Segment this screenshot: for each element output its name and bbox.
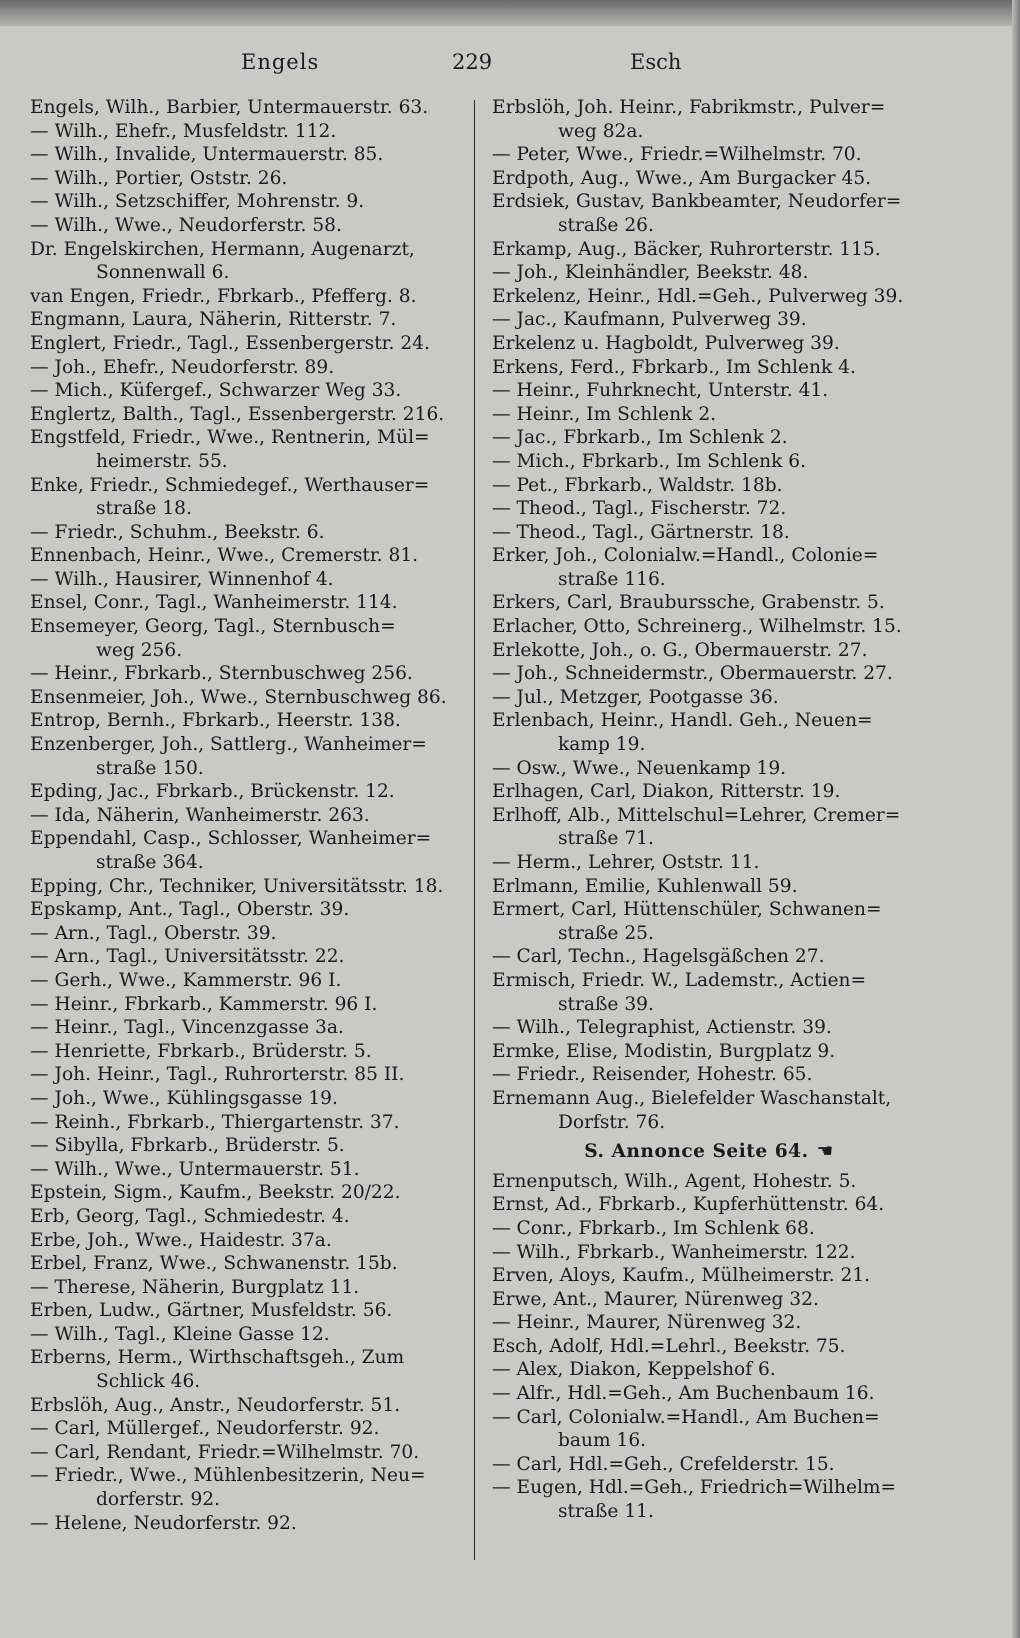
entry-line: — Alfr., Hdl.=Geh., Am Buchenbaum 16. <box>492 1383 875 1405</box>
entry-line: Eppendahl, Casp., Schlosser, Wanheimer= <box>30 828 432 850</box>
right-column <box>492 96 926 1546</box>
entry-continuation: heimerstr. 55. <box>96 450 228 472</box>
entry-line: Engstfeld, Friedr., Wwe., Rentnerin, Mül= <box>30 427 430 449</box>
directory-entry <box>30 120 462 144</box>
page-number: 229 <box>452 50 493 74</box>
directory-entry <box>30 238 462 285</box>
entry-line: — Gerh., Wwe., Kammerstr. 96 I. <box>30 969 342 991</box>
entry-line: Erwe, Ant., Maurer, Nürenweg 32. <box>492 1288 819 1310</box>
entry-line: — Wilh., Wwe., Neudorferstr. 58. <box>30 214 342 236</box>
directory-entry <box>492 521 926 545</box>
directory-entry <box>30 379 462 403</box>
entry-line: — Osw., Wwe., Neuenkamp 19. <box>492 757 787 779</box>
entry-line: — Heinr., Im Schlenk 2. <box>492 403 717 425</box>
entry-line: Erlacher, Otto, Schreinerg., Wilhelmstr. 15. <box>492 616 902 638</box>
directory-entry <box>30 1417 462 1441</box>
entry-continuation: Schlick 46. <box>96 1371 201 1393</box>
entry-line: — Helene, Neudorferstr. 92. <box>30 1512 297 1534</box>
entry-line: Erker, Joh., Colonialw.=Handl., Colonie= <box>492 545 879 567</box>
entry-line: — Friedr., Reisender, Hohestr. 65. <box>492 1064 813 1086</box>
directory-entry <box>492 379 926 403</box>
directory-entry <box>30 1512 462 1536</box>
directory-entry <box>30 1134 462 1158</box>
directory-entry <box>492 1476 926 1523</box>
entry-line: — Carl, Rendant, Friedr.=Wilhelmstr. 70. <box>30 1441 420 1463</box>
entry-line: Epping, Chr., Techniker, Universitätsstr. 18. <box>30 875 444 897</box>
entry-continuation: baum 16. <box>558 1430 647 1452</box>
directory-entry <box>30 709 462 733</box>
entry-line: Dr. Engelskirchen, Hermann, Augenarzt, <box>30 238 415 260</box>
directory-entry <box>30 521 462 545</box>
directory-entry <box>492 639 926 663</box>
column-divider <box>474 100 475 1560</box>
entry-line: — Joh., Schneidermstr., Obermauerstr. 27. <box>492 663 893 685</box>
directory-entry <box>30 1111 462 1135</box>
directory-entry <box>30 827 462 874</box>
directory-entry <box>30 591 462 615</box>
entry-line: — Wilh., Portier, Oststr. 26. <box>30 167 288 189</box>
directory-entry <box>492 591 926 615</box>
entry-line: — Theod., Tagl., Gärtnerstr. 18. <box>492 521 790 543</box>
entry-line: — Eugen, Hdl.=Geh., Friedrich=Wilhelm= <box>492 1477 897 1499</box>
entry-line: Erlhoff, Alb., Mittelschul=Lehrer, Cremer= <box>492 804 901 826</box>
entry-line: Enzenberger, Joh., Sattlerg., Wanheimer= <box>30 734 427 756</box>
pointing-hand-icon: ☚ <box>816 1141 834 1163</box>
entry-line: — Carl, Colonialw.=Handl., Am Buchen= <box>492 1406 880 1428</box>
directory-entry <box>492 450 926 474</box>
directory-entry <box>30 969 462 993</box>
directory-entry <box>492 1193 926 1217</box>
entry-continuation: straße 11. <box>558 1501 654 1523</box>
directory-entry <box>492 143 926 167</box>
header-right-keyword: Esch <box>630 50 682 74</box>
directory-entry <box>492 261 926 285</box>
directory-entry <box>492 356 926 380</box>
entry-continuation: straße 26. <box>558 214 654 236</box>
entry-line: Erkelenz, Heinr., Hdl.=Geh., Pulverweg 39. <box>492 285 904 307</box>
entry-line: Erbe, Joh., Wwe., Haidestr. 37a. <box>30 1229 332 1251</box>
entry-line: Erlenbach, Heinr., Handl. Geh., Neuen= <box>492 710 873 732</box>
entry-line: — Carl, Techn., Hagelsgäßchen 27. <box>492 946 825 968</box>
directory-entry <box>30 308 462 332</box>
entry-line: — Jul., Metzger, Pootgasse 36. <box>492 686 779 708</box>
entry-continuation: weg 256. <box>96 639 183 661</box>
entry-line: Engmann, Laura, Näherin, Ritterstr. 7. <box>30 309 397 331</box>
directory-entry <box>30 426 462 473</box>
directory-entry <box>30 1464 462 1511</box>
entry-line: Ennenbach, Heinr., Wwe., Cremerstr. 81. <box>30 545 419 567</box>
directory-entry <box>30 1252 462 1276</box>
directory-entry <box>492 851 926 875</box>
directory-entry <box>492 238 926 262</box>
entry-line: — Sibylla, Fbrkarb., Brüderstr. 5. <box>30 1135 345 1157</box>
entry-line: Erben, Ludw., Gärtner, Musfeldstr. 56. <box>30 1300 393 1322</box>
directory-entry <box>30 167 462 191</box>
directory-entry <box>30 615 462 662</box>
directory-entry <box>30 403 462 427</box>
directory-entry <box>492 757 926 781</box>
directory-entry <box>30 1158 462 1182</box>
directory-entry <box>492 1217 926 1241</box>
directory-entry <box>30 875 462 899</box>
directory-entry <box>30 214 462 238</box>
entry-line: Esch, Adolf, Hdl.=Lehrl., Beekstr. 75. <box>492 1335 846 1357</box>
directory-entry <box>30 96 462 120</box>
directory-entry <box>492 686 926 710</box>
annonce-reference <box>492 1140 926 1164</box>
entry-continuation: straße 18. <box>96 498 192 520</box>
entry-line: Ensemeyer, Georg, Tagl., Sternbusch= <box>30 616 396 638</box>
entry-line: S. Annonce Seite 64. ☚ <box>584 1141 834 1163</box>
entry-line: — Joh., Wwe., Kühlingsgasse 19. <box>30 1087 338 1109</box>
entry-continuation: straße 71. <box>558 828 654 850</box>
entry-line: — Wilh., Invalide, Untermauerstr. 85. <box>30 144 384 166</box>
directory-entry <box>30 898 462 922</box>
entry-line: van Engen, Friedr., Fbrkarb., Pfefferg. 8. <box>30 285 417 307</box>
entry-line: Erbslöh, Joh. Heinr., Fabrikmstr., Pulver= <box>492 97 886 118</box>
entry-line: Erlmann, Emilie, Kuhlenwall 59. <box>492 875 798 897</box>
entry-line: — Heinr., Fuhrknecht, Unterstr. 41. <box>492 380 829 402</box>
directory-entry <box>492 1358 926 1382</box>
directory-entry <box>492 96 926 143</box>
directory-entry <box>30 686 462 710</box>
entry-line: — Friedr., Schuhm., Beekstr. 6. <box>30 521 325 543</box>
page-header <box>0 44 1020 80</box>
entry-continuation: kamp 19. <box>558 734 646 756</box>
entry-line: Ensenmeier, Joh., Wwe., Sternbuschweg 86. <box>30 686 447 708</box>
entry-line: Erbel, Franz, Wwe., Schwanenstr. 15b. <box>30 1253 398 1275</box>
entry-continuation: Sonnenwall 6. <box>96 262 230 284</box>
entry-line: — Joh. Heinr., Tagl., Ruhrorterstr. 85 II. <box>30 1064 405 1086</box>
directory-entry <box>492 190 926 237</box>
entry-line: — Wilh., Wwe., Untermauerstr. 51. <box>30 1158 360 1180</box>
directory-entry <box>492 1264 926 1288</box>
directory-entry <box>30 804 462 828</box>
entry-line: Epskamp, Ant., Tagl., Oberstr. 39. <box>30 899 350 921</box>
entry-line: — Mich., Fbrkarb., Im Schlenk 6. <box>492 450 807 472</box>
entry-line: — Heinr., Maurer, Nürenweg 32. <box>492 1312 802 1334</box>
directory-entry <box>30 1229 462 1253</box>
entry-line: — Carl, Müllergef., Neudorferstr. 92. <box>30 1418 380 1440</box>
entry-line: Erberns, Herm., Wirthschaftsgeh., Zum <box>30 1347 405 1369</box>
entry-line: Erkelenz u. Hagboldt, Pulverweg 39. <box>492 332 840 354</box>
directory-entry <box>30 1346 462 1393</box>
directory-entry <box>30 662 462 686</box>
directory-entry <box>30 285 462 309</box>
left-column <box>30 96 462 1546</box>
directory-entry <box>30 1016 462 1040</box>
directory-entry <box>30 733 462 780</box>
directory-entry <box>492 1063 926 1087</box>
entry-line: Erdsiek, Gustav, Bankbeamter, Neudorfer= <box>492 191 902 213</box>
directory-entry <box>30 568 462 592</box>
directory-entry <box>492 544 926 591</box>
entry-line: — Jac., Kaufmann, Pulverweg 39. <box>492 309 807 331</box>
entry-continuation: straße 150. <box>96 757 204 779</box>
entry-line: — Wilh., Setzschiffer, Mohrenstr. 9. <box>30 191 365 213</box>
entry-line: Ermisch, Friedr. W., Lademstr., Actien= <box>492 969 867 991</box>
entry-line: — Friedr., Wwe., Mühlenbesitzerin, Neu= <box>30 1465 426 1487</box>
directory-entry <box>492 780 926 804</box>
entry-continuation: straße 25. <box>558 922 654 944</box>
entry-line: — Therese, Näherin, Burgplatz 11. <box>30 1276 360 1298</box>
directory-entry <box>30 544 462 568</box>
header-left-keyword: Engels <box>241 50 320 74</box>
directory-entry <box>492 474 926 498</box>
entry-line: Enke, Friedr., Schmiedegef., Werthauser= <box>30 474 430 496</box>
entry-line: Ermert, Carl, Hüttenschüler, Schwanen= <box>492 899 882 921</box>
directory-entry <box>30 922 462 946</box>
entry-line: Erkens, Ferd., Fbrkarb., Im Schlenk 4. <box>492 356 856 378</box>
entry-line: — Heinr., Fbrkarb., Sternbuschweg 256. <box>30 663 413 685</box>
entry-line: — Conr., Fbrkarb., Im Schlenk 68. <box>492 1217 815 1239</box>
directory-entry <box>492 1335 926 1359</box>
directory-entry <box>492 167 926 191</box>
directory-entry <box>30 1441 462 1465</box>
directory-entry <box>492 403 926 427</box>
directory-entry <box>30 190 462 214</box>
entry-line: Erbslöh, Aug., Anstr., Neudorferstr. 51. <box>30 1394 401 1416</box>
directory-entry <box>492 285 926 309</box>
entry-line: — Alex, Diakon, Keppelshof 6. <box>492 1359 776 1381</box>
directory-entry <box>30 1323 462 1347</box>
entry-line: Erkers, Carl, Brauburssche, Grabenstr. 5. <box>492 592 885 614</box>
directory-entry <box>30 780 462 804</box>
directory-entry <box>492 804 926 851</box>
directory-entry <box>30 945 462 969</box>
directory-entry <box>492 1170 926 1194</box>
entry-continuation: straße 39. <box>558 993 654 1015</box>
entry-line: — Mich., Küfergef., Schwarzer Weg 33. <box>30 380 402 402</box>
entry-line: — Wilh., Hausirer, Winnenhof 4. <box>30 568 334 590</box>
directory-entry <box>492 426 926 450</box>
entry-line: Erlekotte, Joh., o. G., Obermauerstr. 27. <box>492 639 868 661</box>
entry-line: Ensel, Conr., Tagl., Wanheimerstr. 114. <box>30 592 398 614</box>
directory-entry <box>492 898 926 945</box>
directory-entry <box>492 497 926 521</box>
entry-line: Englertz, Balth., Tagl., Essenbergerstr. 216. <box>30 403 445 425</box>
directory-entry <box>492 615 926 639</box>
directory-entry <box>492 945 926 969</box>
entry-line: — Jac., Fbrkarb., Im Schlenk 2. <box>492 427 788 449</box>
entry-line: — Heinr., Fbrkarb., Kammerstr. 96 I. <box>30 993 378 1015</box>
entry-line: Ernenputsch, Wilh., Agent, Hohestr. 5. <box>492 1170 857 1192</box>
entry-line: Ernst, Ad., Fbrkarb., Kupferhüttenstr. 64. <box>492 1194 885 1216</box>
entry-line: — Wilh., Ehefr., Musfeldstr. 112. <box>30 120 337 142</box>
directory-entry <box>30 1063 462 1087</box>
entry-line: — Carl, Hdl.=Geh., Crefelderstr. 15. <box>492 1453 835 1475</box>
entry-line: Entrop, Bernh., Fbrkarb., Heerstr. 138. <box>30 710 401 732</box>
directory-entry <box>492 1241 926 1265</box>
directory-entry <box>492 662 926 686</box>
directory-entry <box>492 1288 926 1312</box>
entry-line: Epding, Jac., Fbrkarb., Brückenstr. 12. <box>30 781 395 803</box>
entry-continuation: straße 116. <box>558 568 666 590</box>
entry-continuation: weg 82a. <box>558 120 644 142</box>
entry-line: Epstein, Sigm., Kaufm., Beekstr. 20/22. <box>30 1182 401 1204</box>
directory-entry <box>30 1087 462 1111</box>
entry-line: — Joh., Kleinhändler, Beekstr. 48. <box>492 262 809 284</box>
entry-line: Erb, Georg, Tagl., Schmiedestr. 4. <box>30 1205 350 1227</box>
entry-continuation: straße 364. <box>96 852 204 873</box>
directory-entry <box>492 709 926 756</box>
entry-line: — Heinr., Tagl., Vincenzgasse 3a. <box>30 1017 344 1039</box>
entry-line: — Wilh., Fbrkarb., Wanheimerstr. 122. <box>492 1241 856 1263</box>
page-right-edge <box>1012 0 1020 1638</box>
directory-entry <box>30 1040 462 1064</box>
entry-continuation: Dorfstr. 76. <box>558 1111 666 1133</box>
entry-line: Erlhagen, Carl, Diakon, Ritterstr. 19. <box>492 781 841 803</box>
directory-entry <box>492 1382 926 1406</box>
directory-entry <box>30 474 462 521</box>
directory-entry <box>30 1299 462 1323</box>
directory-entry <box>492 1040 926 1064</box>
entry-line: Ernemann Aug., Bielefelder Waschanstalt, <box>492 1087 892 1109</box>
directory-entry <box>492 1016 926 1040</box>
entry-line: Erkamp, Aug., Bäcker, Ruhrorterstr. 115. <box>492 238 881 260</box>
directory-entry <box>30 1394 462 1418</box>
entry-line: — Joh., Ehefr., Neudorferstr. 89. <box>30 356 335 378</box>
directory-entry <box>492 875 926 899</box>
entry-line: Erven, Aloys, Kaufm., Mülheimerstr. 21. <box>492 1265 871 1287</box>
entry-line: — Reinh., Fbrkarb., Thiergartenstr. 37. <box>30 1111 400 1133</box>
entry-line: — Theod., Tagl., Fischerstr. 72. <box>492 498 787 520</box>
directory-entry <box>30 1276 462 1300</box>
entry-line: — Arn., Tagl., Universitätsstr. 22. <box>30 946 345 968</box>
directory-entry <box>492 1453 926 1477</box>
directory-entry <box>492 1311 926 1335</box>
entry-line: — Wilh., Telegraphist, Actienstr. 39. <box>492 1017 832 1039</box>
page-top-edge <box>0 0 1020 26</box>
entry-line: — Herm., Lehrer, Oststr. 11. <box>492 852 760 873</box>
directory-entry <box>492 308 926 332</box>
directory-entry <box>30 1181 462 1205</box>
entry-line: Erdpoth, Aug., Wwe., Am Burgacker 45. <box>492 167 872 189</box>
entry-line: — Pet., Fbrkarb., Waldstr. 18b. <box>492 474 783 496</box>
entry-line: Engels, Wilh., Barbier, Untermauerstr. 63. <box>30 97 429 118</box>
entry-line: — Ida, Näherin, Wanheimerstr. 263. <box>30 804 370 826</box>
entry-line: — Peter, Wwe., Friedr.=Wilhelmstr. 70. <box>492 144 862 166</box>
directory-entry <box>492 1087 926 1134</box>
entry-line: — Wilh., Tagl., Kleine Gasse 12. <box>30 1323 330 1345</box>
directory-entry <box>30 143 462 167</box>
entry-line: — Arn., Tagl., Oberstr. 39. <box>30 922 277 944</box>
entry-line: Ermke, Elise, Modistin, Burgplatz 9. <box>492 1040 836 1062</box>
directory-entry <box>30 332 462 356</box>
directory-entry <box>30 993 462 1017</box>
directory-entry <box>492 969 926 1016</box>
entry-continuation: dorferstr. 92. <box>96 1489 221 1511</box>
entry-line: Englert, Friedr., Tagl., Essenbergerstr. 24. <box>30 332 430 354</box>
directory-entry <box>492 332 926 356</box>
directory-entry <box>30 356 462 380</box>
entry-line: — Henriette, Fbrkarb., Brüderstr. 5. <box>30 1040 372 1062</box>
directory-entry <box>30 1205 462 1229</box>
directory-entry <box>492 1406 926 1453</box>
